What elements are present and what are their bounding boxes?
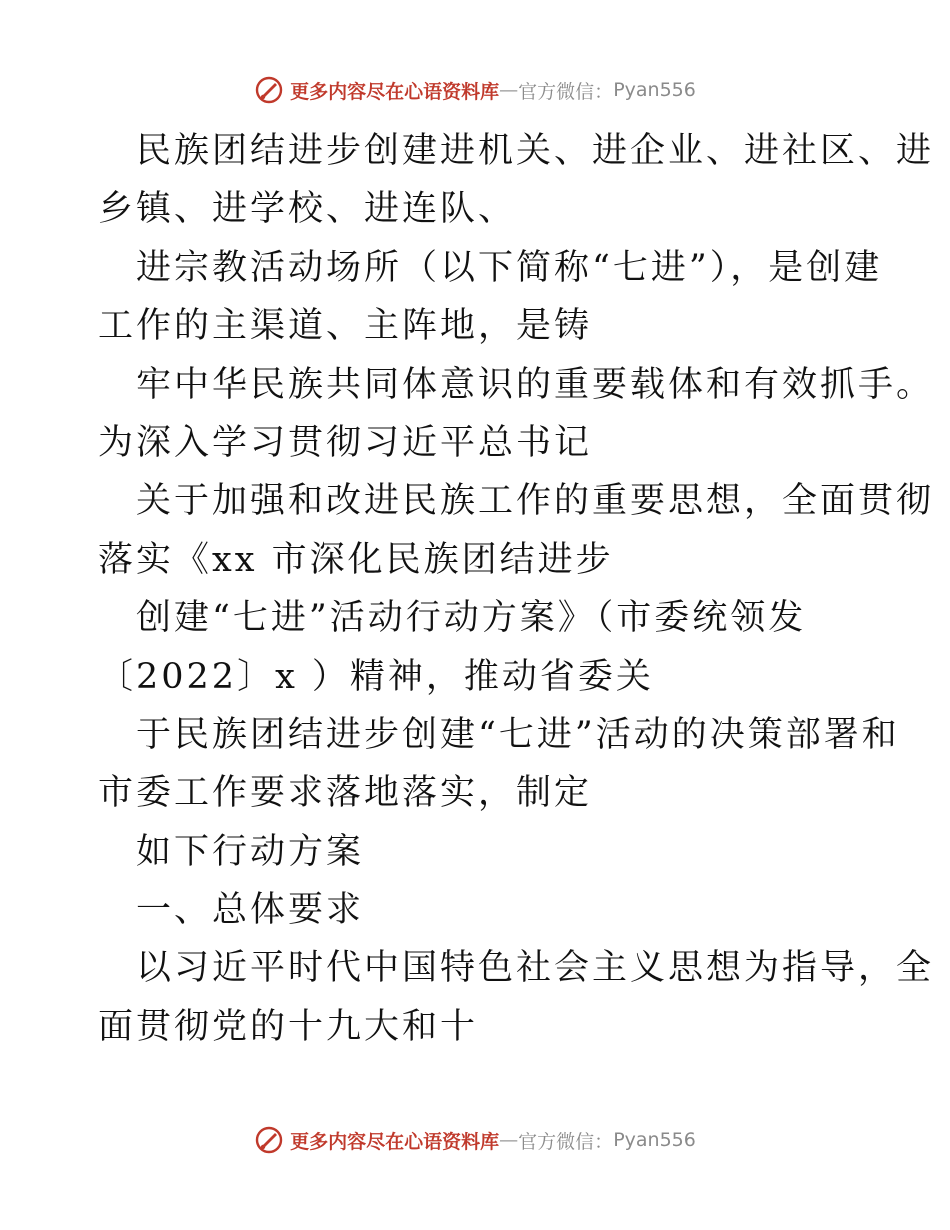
footer-watermark: [0, 1122, 950, 1158]
text-line: 于民族团结进步创建“七进”活动的决策部署和: [136, 714, 900, 755]
section-heading: 一、总体要求: [136, 890, 365, 931]
text-line: 〔2022〕x ）精神，推动省委关: [98, 656, 654, 697]
watermark-contact-label: 官方微信：: [518, 1130, 614, 1153]
text-line: 牢中华民族共同体意识的重要载体和有效抓手。: [136, 364, 935, 405]
document-body: [98, 122, 935, 1056]
watermark-separator: —: [499, 1129, 519, 1151]
header-watermark: [0, 72, 950, 108]
text-line: 面贯彻党的十九大和十: [98, 1006, 479, 1047]
watermark-brand: 更多内容尽在心语资料库: [290, 80, 500, 103]
watermark-contact-label: 官方微信：: [518, 80, 614, 103]
text-line: 以习近平时代中国特色社会主义思想为指导，全: [136, 948, 935, 989]
watermark-brand: 更多内容尽在心语资料库: [290, 1130, 500, 1153]
watermark-separator: —: [499, 79, 519, 101]
text-line: 进宗教活动场所（以下简称“七进”），是创建: [136, 247, 883, 288]
brush-logo-icon: [254, 75, 284, 105]
brush-logo-icon: [254, 1125, 284, 1155]
watermark-contact-id: Pyan556: [613, 79, 696, 101]
text-line: 民族团结进步创建进机关、进企业、进社区、进: [136, 131, 935, 171]
text-line: 如下行动方案: [136, 831, 365, 872]
text-line: 落实《xx 市深化民族团结进步: [98, 539, 614, 580]
watermark-contact-id: Pyan556: [613, 1129, 696, 1151]
text-line: 工作的主渠道、主阵地，是铸: [98, 306, 593, 347]
text-line: 为深入学习贯彻习近平总书记: [98, 422, 593, 463]
text-line: 乡镇、进学校、进连队、: [98, 189, 517, 230]
text-line: 关于加强和改进民族工作的重要思想，全面贯彻: [136, 481, 935, 522]
text-line: 创建“七进”活动行动方案》（市委统领发: [136, 598, 807, 639]
text-line: 市委工作要求落地落实，制定: [98, 773, 593, 814]
